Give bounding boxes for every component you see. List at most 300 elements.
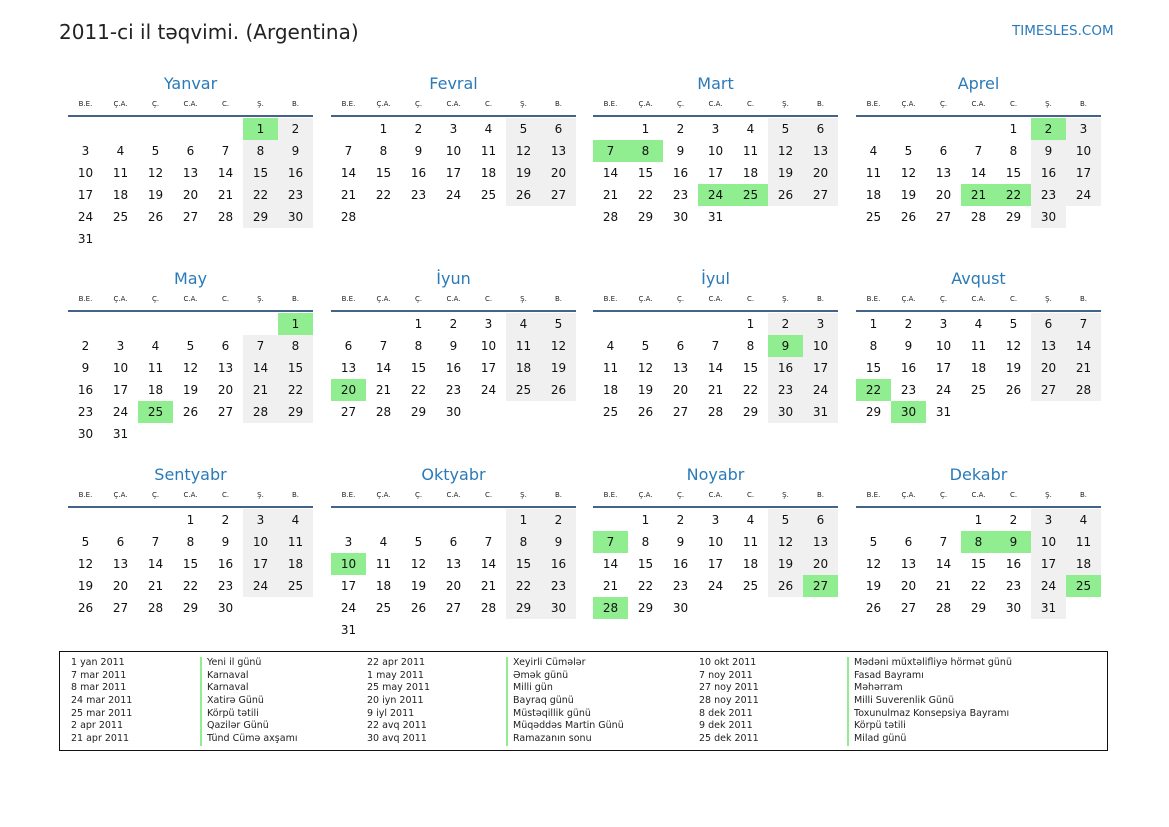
day-cell[interactable]: 4 [116,144,125,158]
day-cell[interactable]: 10 [480,339,497,353]
day-cell[interactable]: 11 [112,166,129,180]
day-cell[interactable]: 11 [506,335,541,357]
day-cell[interactable]: 2 [278,118,313,140]
day-cell[interactable]: 23 [445,383,462,397]
day-cell[interactable]: 14 [375,361,392,375]
day-cell[interactable]: 1 [746,317,755,331]
day-cell[interactable]: 28 [707,405,724,419]
day-cell[interactable]: 29 [506,597,541,619]
day-cell[interactable]: 17 [1031,553,1066,575]
day-cell[interactable]: 28 [147,601,164,615]
day-cell[interactable]: 24 [112,405,129,419]
day-cell[interactable]: 3 [1066,118,1101,140]
day-cell[interactable]: 7 [974,144,983,158]
day-cell[interactable]: 8 [961,531,996,553]
day-cell[interactable]: 22 [996,184,1031,206]
day-cell[interactable]: 29 [865,405,882,419]
day-cell[interactable]: 7 [593,531,628,553]
day-cell[interactable]: 19 [77,579,94,593]
day-cell[interactable]: 15 [410,361,427,375]
day-cell[interactable]: 21 [602,188,619,202]
day-cell[interactable]: 20 [217,383,234,397]
day-cell[interactable]: 6 [221,339,230,353]
day-cell[interactable]: 29 [637,210,654,224]
day-cell[interactable]: 24 [480,383,497,397]
day-cell[interactable]: 29 [1005,210,1022,224]
day-cell[interactable]: 9 [676,144,685,158]
day-cell[interactable]: 1 [243,118,278,140]
day-cell[interactable]: 30 [445,405,462,419]
day-cell[interactable]: 15 [1005,166,1022,180]
day-cell[interactable]: 5 [869,535,878,549]
day-cell[interactable]: 8 [641,535,650,549]
day-cell[interactable]: 1 [379,122,388,136]
day-cell[interactable]: 14 [1066,335,1101,357]
day-cell[interactable]: 3 [939,317,948,331]
day-cell[interactable]: 7 [711,339,720,353]
day-cell[interactable]: 18 [480,166,497,180]
day-cell[interactable]: 15 [506,553,541,575]
day-cell[interactable]: 30 [217,601,234,615]
day-cell[interactable]: 29 [970,601,987,615]
day-cell[interactable]: 30 [672,601,689,615]
day-cell[interactable]: 6 [186,144,195,158]
day-cell[interactable]: 10 [1066,140,1101,162]
day-cell[interactable]: 13 [672,361,689,375]
day-cell[interactable]: 10 [1031,531,1066,553]
day-cell[interactable]: 7 [344,144,353,158]
day-cell[interactable]: 23 [768,379,803,401]
day-cell[interactable]: 17 [803,357,838,379]
day-cell[interactable]: 26 [147,210,164,224]
day-cell[interactable]: 17 [935,361,952,375]
day-cell[interactable]: 19 [768,162,803,184]
day-cell[interactable]: 13 [445,557,462,571]
day-cell[interactable]: 25 [112,210,129,224]
day-cell[interactable]: 28 [480,601,497,615]
day-cell[interactable]: 9 [904,339,913,353]
day-cell[interactable]: 12 [77,557,94,571]
day-cell[interactable]: 22 [637,579,654,593]
day-cell[interactable]: 31 [1031,597,1066,619]
day-cell[interactable]: 9 [1031,140,1066,162]
day-cell[interactable]: 12 [865,557,882,571]
day-cell[interactable]: 12 [147,166,164,180]
day-cell[interactable]: 15 [742,361,759,375]
day-cell[interactable]: 7 [484,535,493,549]
day-cell[interactable]: 20 [182,188,199,202]
day-cell[interactable]: 7 [379,339,388,353]
day-cell[interactable]: 9 [81,361,90,375]
day-cell[interactable]: 18 [602,383,619,397]
day-cell[interactable]: 14 [935,557,952,571]
day-cell[interactable]: 4 [869,144,878,158]
day-cell[interactable]: 10 [707,144,724,158]
day-cell[interactable]: 28 [243,401,278,423]
day-cell[interactable]: 29 [637,601,654,615]
day-cell[interactable]: 4 [506,313,541,335]
day-cell[interactable]: 3 [81,144,90,158]
day-cell[interactable]: 1 [278,313,313,335]
day-cell[interactable]: 20 [803,162,838,184]
day-cell[interactable]: 9 [414,144,423,158]
day-cell[interactable]: 27 [803,575,838,597]
day-cell[interactable]: 2 [1031,118,1066,140]
day-cell[interactable]: 20 [803,553,838,575]
day-cell[interactable]: 14 [217,166,234,180]
day-cell[interactable]: 15 [637,557,654,571]
day-cell[interactable]: 13 [935,166,952,180]
day-cell[interactable]: 20 [672,383,689,397]
day-cell[interactable]: 23 [278,184,313,206]
day-cell[interactable]: 10 [331,553,366,575]
day-cell[interactable]: 9 [541,531,576,553]
day-cell[interactable]: 29 [278,401,313,423]
day-cell[interactable]: 4 [974,317,983,331]
day-cell[interactable]: 16 [410,166,427,180]
day-cell[interactable]: 7 [151,535,160,549]
day-cell[interactable]: 5 [81,535,90,549]
day-cell[interactable]: 3 [484,317,493,331]
day-cell[interactable]: 28 [602,210,619,224]
day-cell[interactable]: 31 [803,401,838,423]
day-cell[interactable]: 18 [506,357,541,379]
day-cell[interactable]: 22 [243,184,278,206]
day-cell[interactable]: 16 [445,361,462,375]
day-cell[interactable]: 28 [217,210,234,224]
day-cell[interactable]: 4 [484,122,493,136]
day-cell[interactable]: 9 [996,531,1031,553]
day-cell[interactable]: 29 [243,206,278,228]
day-cell[interactable]: 12 [768,140,803,162]
day-cell[interactable]: 23 [672,188,689,202]
day-cell[interactable]: 2 [904,317,913,331]
day-cell[interactable]: 5 [904,144,913,158]
day-cell[interactable]: 8 [628,140,663,162]
day-cell[interactable]: 24 [707,579,724,593]
day-cell[interactable]: 25 [480,188,497,202]
day-cell[interactable]: 6 [939,144,948,158]
day-cell[interactable]: 30 [541,597,576,619]
day-cell[interactable]: 14 [340,166,357,180]
day-cell[interactable]: 1 [641,513,650,527]
day-cell[interactable]: 18 [865,188,882,202]
day-cell[interactable]: 21 [1066,357,1101,379]
day-cell[interactable]: 26 [865,601,882,615]
day-cell[interactable]: 24 [1066,184,1101,206]
day-cell[interactable]: 12 [900,166,917,180]
day-cell[interactable]: 17 [112,383,129,397]
day-cell[interactable]: 17 [480,361,497,375]
day-cell[interactable]: 11 [742,535,759,549]
day-cell[interactable]: 26 [768,184,803,206]
day-cell[interactable]: 22 [410,383,427,397]
day-cell[interactable]: 10 [77,166,94,180]
day-cell[interactable]: 23 [1005,579,1022,593]
day-cell[interactable]: 30 [672,210,689,224]
day-cell[interactable]: 21 [243,379,278,401]
day-cell[interactable]: 17 [243,553,278,575]
day-cell[interactable]: 30 [768,401,803,423]
day-cell[interactable]: 23 [410,188,427,202]
day-cell[interactable]: 21 [375,383,392,397]
day-cell[interactable]: 11 [602,361,619,375]
day-cell[interactable]: 21 [602,579,619,593]
day-cell[interactable]: 8 [1009,144,1018,158]
day-cell[interactable]: 11 [865,166,882,180]
day-cell[interactable]: 6 [344,339,353,353]
day-cell[interactable]: 27 [340,405,357,419]
day-cell[interactable]: 28 [935,601,952,615]
day-cell[interactable]: 21 [340,188,357,202]
day-cell[interactable]: 17 [340,579,357,593]
day-cell[interactable]: 13 [803,140,838,162]
day-cell[interactable]: 20 [1031,357,1066,379]
day-cell[interactable]: 16 [541,553,576,575]
day-cell[interactable]: 30 [1005,601,1022,615]
day-cell[interactable]: 19 [768,553,803,575]
day-cell[interactable]: 4 [606,339,615,353]
day-cell[interactable]: 25 [375,601,392,615]
day-cell[interactable]: 26 [900,210,917,224]
day-cell[interactable]: 9 [768,335,803,357]
day-cell[interactable]: 19 [1005,361,1022,375]
day-cell[interactable]: 28 [340,210,357,224]
day-cell[interactable]: 12 [410,557,427,571]
day-cell[interactable]: 24 [77,210,94,224]
day-cell[interactable]: 2 [414,122,423,136]
day-cell[interactable]: 21 [707,383,724,397]
day-cell[interactable]: 25 [602,405,619,419]
day-cell[interactable]: 16 [672,557,689,571]
day-cell[interactable]: 20 [900,579,917,593]
day-cell[interactable]: 25 [970,383,987,397]
day-cell[interactable]: 16 [672,166,689,180]
day-cell[interactable]: 28 [375,405,392,419]
day-cell[interactable]: 25 [865,210,882,224]
day-cell[interactable]: 27 [1031,379,1066,401]
day-cell[interactable]: 31 [77,232,94,246]
day-cell[interactable]: 17 [707,557,724,571]
day-cell[interactable]: 6 [803,509,838,531]
day-cell[interactable]: 31 [707,210,724,224]
day-cell[interactable]: 26 [1005,383,1022,397]
day-cell[interactable]: 25 [506,379,541,401]
day-cell[interactable]: 18 [147,383,164,397]
day-cell[interactable]: 4 [746,513,755,527]
day-cell[interactable]: 4 [151,339,160,353]
day-cell[interactable]: 27 [112,601,129,615]
day-cell[interactable]: 17 [1066,162,1101,184]
day-cell[interactable]: 11 [1066,531,1101,553]
day-cell[interactable]: 10 [112,361,129,375]
day-cell[interactable]: 6 [803,118,838,140]
day-cell[interactable]: 23 [1031,184,1066,206]
day-cell[interactable]: 19 [147,188,164,202]
day-cell[interactable]: 19 [541,357,576,379]
day-cell[interactable]: 27 [672,405,689,419]
day-cell[interactable]: 30 [278,206,313,228]
day-cell[interactable]: 17 [707,166,724,180]
day-cell[interactable]: 20 [112,579,129,593]
day-cell[interactable]: 14 [147,557,164,571]
day-cell[interactable]: 11 [480,144,497,158]
day-cell[interactable]: 2 [676,122,685,136]
day-cell[interactable]: 4 [278,509,313,531]
day-cell[interactable]: 30 [77,427,94,441]
day-cell[interactable]: 20 [935,188,952,202]
day-cell[interactable]: 24 [340,601,357,615]
day-cell[interactable]: 25 [742,579,759,593]
day-cell[interactable]: 22 [970,579,987,593]
day-cell[interactable]: 10 [803,335,838,357]
day-cell[interactable]: 21 [480,579,497,593]
day-cell[interactable]: 12 [768,531,803,553]
day-cell[interactable]: 6 [1031,313,1066,335]
day-cell[interactable]: 7 [593,140,628,162]
day-cell[interactable]: 24 [935,383,952,397]
day-cell[interactable]: 7 [243,335,278,357]
day-cell[interactable]: 20 [445,579,462,593]
day-cell[interactable]: 1 [1009,122,1018,136]
day-cell[interactable]: 4 [379,535,388,549]
day-cell[interactable]: 23 [77,405,94,419]
day-cell[interactable]: 5 [541,313,576,335]
day-cell[interactable]: 19 [900,188,917,202]
day-cell[interactable]: 2 [676,513,685,527]
day-cell[interactable]: 26 [77,601,94,615]
day-cell[interactable]: 27 [803,184,838,206]
day-cell[interactable]: 21 [217,188,234,202]
day-cell[interactable]: 5 [414,535,423,549]
day-cell[interactable]: 18 [742,557,759,571]
day-cell[interactable]: 21 [961,184,996,206]
day-cell[interactable]: 28 [970,210,987,224]
day-cell[interactable]: 19 [637,383,654,397]
day-cell[interactable]: 25 [278,575,313,597]
day-cell[interactable]: 13 [541,140,576,162]
day-cell[interactable]: 7 [939,535,948,549]
day-cell[interactable]: 24 [243,575,278,597]
day-cell[interactable]: 14 [602,166,619,180]
day-cell[interactable]: 10 [445,144,462,158]
day-cell[interactable]: 22 [182,579,199,593]
day-cell[interactable]: 3 [711,513,720,527]
day-cell[interactable]: 10 [707,535,724,549]
day-cell[interactable]: 26 [768,575,803,597]
day-cell[interactable]: 8 [746,339,755,353]
day-cell[interactable]: 2 [1009,513,1018,527]
day-cell[interactable]: 6 [541,118,576,140]
day-cell[interactable]: 3 [344,535,353,549]
day-cell[interactable]: 25 [1066,575,1101,597]
day-cell[interactable]: 24 [445,188,462,202]
day-cell[interactable]: 13 [340,361,357,375]
day-cell[interactable]: 3 [711,122,720,136]
day-cell[interactable]: 6 [904,535,913,549]
day-cell[interactable]: 19 [865,579,882,593]
day-cell[interactable]: 18 [742,166,759,180]
day-cell[interactable]: 2 [768,313,803,335]
day-cell[interactable]: 9 [278,140,313,162]
day-cell[interactable]: 8 [278,335,313,357]
day-cell[interactable]: 8 [243,140,278,162]
day-cell[interactable]: 31 [340,623,357,637]
day-cell[interactable]: 13 [112,557,129,571]
day-cell[interactable]: 16 [1031,162,1066,184]
day-cell[interactable]: 21 [935,579,952,593]
day-cell[interactable]: 18 [375,579,392,593]
day-cell[interactable]: 28 [593,597,628,619]
day-cell[interactable]: 13 [803,531,838,553]
day-cell[interactable]: 9 [676,535,685,549]
day-cell[interactable]: 15 [182,557,199,571]
day-cell[interactable]: 22 [278,379,313,401]
day-cell[interactable]: 5 [186,339,195,353]
day-cell[interactable]: 31 [112,427,129,441]
day-cell[interactable]: 1 [186,513,195,527]
day-cell[interactable]: 9 [449,339,458,353]
day-cell[interactable]: 27 [445,601,462,615]
day-cell[interactable]: 8 [379,144,388,158]
day-cell[interactable]: 12 [637,361,654,375]
day-cell[interactable]: 23 [217,579,234,593]
day-cell[interactable]: 3 [1031,509,1066,531]
day-cell[interactable]: 26 [410,601,427,615]
day-cell[interactable]: 28 [1066,379,1101,401]
day-cell[interactable]: 27 [935,210,952,224]
day-cell[interactable]: 27 [182,210,199,224]
day-cell[interactable]: 14 [707,361,724,375]
day-cell[interactable]: 31 [935,405,952,419]
day-cell[interactable]: 4 [1066,509,1101,531]
day-cell[interactable]: 7 [1066,313,1101,335]
day-cell[interactable]: 26 [637,405,654,419]
day-cell[interactable]: 19 [182,383,199,397]
day-cell[interactable]: 22 [742,383,759,397]
day-cell[interactable]: 5 [641,339,650,353]
day-cell[interactable]: 3 [116,339,125,353]
day-cell[interactable]: 8 [186,535,195,549]
day-cell[interactable]: 29 [182,601,199,615]
day-cell[interactable]: 22 [375,188,392,202]
day-cell[interactable]: 24 [698,184,733,206]
day-cell[interactable]: 23 [672,579,689,593]
day-cell[interactable]: 4 [746,122,755,136]
day-cell[interactable]: 12 [506,140,541,162]
day-cell[interactable]: 7 [221,144,230,158]
day-cell[interactable]: 26 [506,184,541,206]
day-cell[interactable]: 11 [375,557,392,571]
day-cell[interactable]: 19 [410,579,427,593]
day-cell[interactable]: 27 [541,184,576,206]
day-cell[interactable]: 1 [506,509,541,531]
day-cell[interactable]: 2 [221,513,230,527]
day-cell[interactable]: 23 [541,575,576,597]
day-cell[interactable]: 3 [449,122,458,136]
day-cell[interactable]: 6 [116,535,125,549]
day-cell[interactable]: 6 [676,339,685,353]
day-cell[interactable]: 1 [414,317,423,331]
day-cell[interactable]: 15 [375,166,392,180]
day-cell[interactable]: 21 [147,579,164,593]
day-cell[interactable]: 15 [637,166,654,180]
day-cell[interactable]: 15 [865,361,882,375]
day-cell[interactable]: 14 [243,357,278,379]
day-cell[interactable]: 11 [147,361,164,375]
day-cell[interactable]: 3 [243,509,278,531]
day-cell[interactable]: 12 [541,335,576,357]
